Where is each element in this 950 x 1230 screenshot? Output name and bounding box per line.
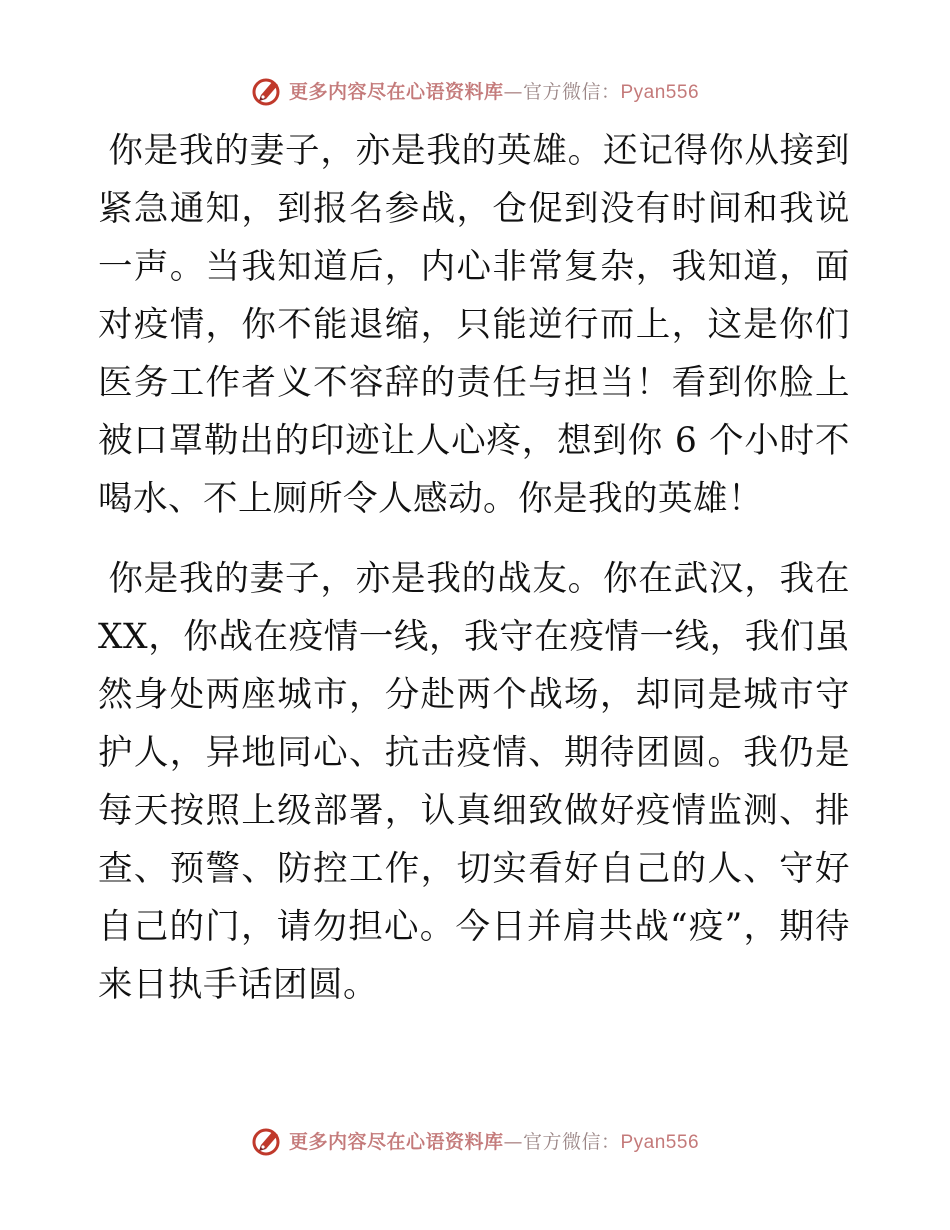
paragraph-hero: 你是我的妻子，亦是我的英雄。还记得你从接到紧急通知，到报名参战，仓促到没有时间和我说一声。当我知道后，内心非常复杂，我知道，面对疫情，你不能退缩，只能逆行而上，这是你们医务工作者义不容辞的责任与担当！看到你脸上被口罩勒出的印迹让人心疼，想到你 6 个小时不喝水、不上厕所令人感动。你是我的英雄！ [98,131,850,519]
pen-nib-logo-icon [251,73,285,107]
paragraph-comrade: 你是我的妻子，亦是我的战友。你在武汉，我在XX，你战在疫情一线，我守在疫情一线，我们虽然身处两座城市，分赴两个战场，却同是城市守护人，异地同心、抗击疫情、期待团圆。我仍是每天按照上级部署，认真细致做好疫情监测、排查、预警、防控工作，切实看好自己的人、守好自己的门，请勿担心。今日并肩共战“疫”，期待来日执手话团圆。 [98,559,850,1005]
pen-nib-logo-icon [251,1123,285,1157]
footer-banner-wechat-id: Pyan556 [620,1131,700,1153]
header-banner-wechat-id: Pyan556 [620,81,700,103]
header-banner [0,70,950,110]
header-banner-text [289,77,699,104]
header-banner-dash: — [503,80,523,103]
footer-banner-text [289,1127,699,1154]
header-banner-wechat-label: 官方微信： [522,80,621,103]
footer-banner-dash: — [503,1130,523,1153]
footer-banner-site: 更多内容尽在心语资料库 [288,1130,504,1153]
header-banner-site: 更多内容尽在心语资料库 [288,80,504,103]
footer-banner [0,1120,950,1160]
footer-banner-wechat-label: 官方微信： [522,1130,621,1153]
document-body [98,122,850,1014]
